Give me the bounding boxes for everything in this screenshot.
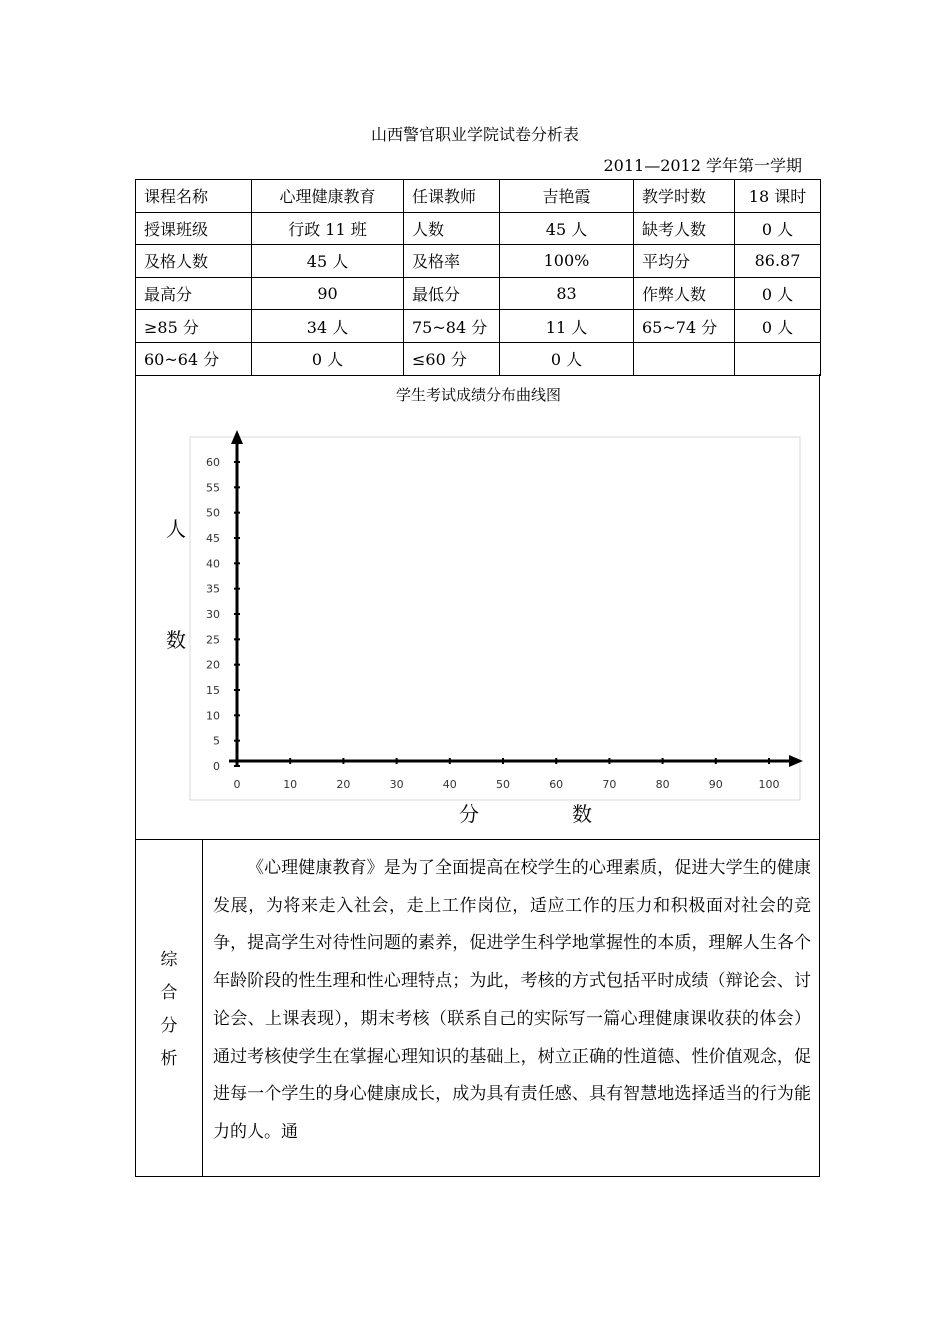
label-cell: 60~64 分	[136, 342, 252, 375]
x-axis-label-char: 分	[459, 802, 479, 826]
analysis-label-char: 合	[160, 983, 178, 1003]
distribution-chart	[136, 374, 821, 839]
value-cell: 34 人	[252, 310, 404, 343]
label-cell: 75~84 分	[404, 310, 500, 343]
label-cell: 65~74 分	[634, 310, 735, 343]
label-cell: ≤60 分	[404, 342, 500, 375]
label-cell: ≥85 分	[136, 310, 252, 343]
analysis-paragraph: 《心理健康教育》是为了全面提高在校学生的心理素质，促进大学生的健康发展，为将来走入社会，走上工作岗位，适应工作的压力和积极面对社会的竞争，提高学生对待性问题的素养，促进学生科学地掌握性的本质，理解人生各个年龄阶段的性生理和性心理特点；为此，考核的方式包括平时成绩（辩论会、讨论会、上课表现），期末考核（联系自己的实际写一篇心理健康课收获的体会）通过考核使学生在掌握心理知识的基础上，树立正确的性道德、性价值观念，促进每一个学生的身心健康成长，成为具有责任感、具有智慧地选择适当的行为能力的人。通	[213, 858, 811, 1142]
chart-title: 学生考试成绩分布曲线图	[395, 386, 561, 404]
label-cell: 最高分	[136, 277, 252, 310]
value-cell: 吉艳霞	[500, 180, 634, 213]
label-cell: 人数	[404, 212, 500, 245]
x-tick-label: 20	[336, 778, 351, 791]
y-tick-label: 5	[213, 734, 220, 748]
x-tick-label: 40	[442, 778, 457, 791]
value-cell: 0 人	[735, 212, 821, 245]
y-tick-label: 10	[206, 709, 220, 723]
table-row	[136, 180, 821, 213]
value-cell	[735, 342, 821, 375]
analysis-label-char: 综	[160, 950, 178, 970]
x-tick-label: 0	[233, 778, 241, 791]
analysis-label-char: 分	[160, 1016, 178, 1036]
y-tick-label: 30	[206, 608, 220, 621]
value-cell: 0 人	[252, 342, 404, 375]
x-tick-label: 30	[389, 778, 404, 791]
x-tick-label: 10	[283, 778, 298, 791]
value-cell: 0 人	[735, 310, 821, 343]
y-tick-label: 55	[206, 481, 220, 495]
analysis-section	[135, 839, 820, 1177]
x-tick-label: 50	[496, 778, 510, 791]
table-row	[136, 277, 821, 310]
x-tick-label: 70	[602, 778, 617, 791]
value-cell: 0 人	[500, 342, 634, 375]
y-tick-label: 15	[206, 684, 220, 697]
value-cell: 45 人	[252, 245, 404, 278]
y-tick-label: 40	[206, 557, 220, 571]
label-cell: 任课教师	[404, 180, 500, 213]
label-cell: 缺考人数	[634, 212, 735, 245]
table-row	[136, 212, 821, 245]
label-cell: 及格率	[404, 245, 500, 278]
chart-section	[135, 374, 820, 840]
y-tick-label: 50	[206, 506, 220, 520]
value-cell: 45 人	[500, 212, 634, 245]
label-cell: 及格人数	[136, 245, 252, 278]
value-cell: 86.87	[735, 245, 821, 278]
analysis-text	[213, 850, 811, 1152]
y-tick-label: 45	[206, 532, 220, 545]
value-cell: 18 课时	[735, 180, 821, 213]
value-cell: 0 人	[735, 277, 821, 310]
value-cell: 100%	[500, 245, 634, 278]
document-title: 山西警官职业学院试卷分析表	[370, 125, 579, 144]
label-cell: 课程名称	[136, 180, 252, 213]
y-axis-label-char: 人	[166, 517, 186, 541]
label-cell: 平均分	[634, 245, 735, 278]
table-row	[136, 310, 821, 343]
table-row	[136, 342, 821, 375]
value-cell: 90	[252, 277, 404, 310]
x-tick-label: 100	[758, 778, 780, 791]
x-tick-label: 80	[655, 778, 670, 791]
y-axis-label-char: 数	[166, 628, 186, 652]
x-axis-label-char: 数	[572, 802, 592, 826]
y-tick-label: 60	[206, 456, 220, 469]
plot-frame	[190, 437, 800, 800]
value-cell: 83	[500, 277, 634, 310]
course-info-table	[135, 179, 821, 376]
y-tick-label: 25	[206, 633, 220, 647]
value-cell: 行政 11 班	[252, 212, 404, 245]
table-row	[136, 245, 821, 278]
value-cell: 心理健康教育	[252, 180, 404, 213]
y-tick-label: 0	[213, 760, 220, 773]
analysis-label-char: 析	[160, 1049, 178, 1069]
label-cell: 教学时数	[634, 180, 735, 213]
analysis-label	[136, 840, 203, 1176]
term-label: 2011—2012 学年第一学期	[603, 156, 802, 175]
x-tick-label: 90	[708, 778, 723, 791]
y-tick-label: 35	[206, 582, 220, 596]
label-cell	[634, 342, 735, 375]
label-cell: 作弊人数	[634, 277, 735, 310]
y-tick-label: 20	[206, 658, 220, 672]
x-tick-label: 60	[549, 778, 564, 791]
value-cell: 11 人	[500, 310, 634, 343]
label-cell: 最低分	[404, 277, 500, 310]
label-cell: 授课班级	[136, 212, 252, 245]
